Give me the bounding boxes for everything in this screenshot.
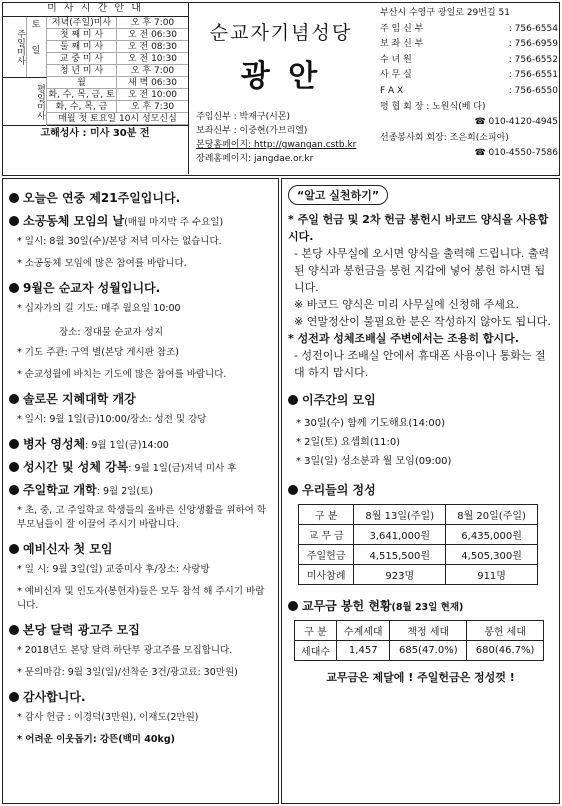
bullet-icon — [288, 601, 298, 611]
contact-row — [380, 68, 558, 84]
parish-logo — [190, 2, 372, 100]
mass-name: 청 년 미 사 — [46, 65, 116, 77]
mass-row — [46, 113, 188, 125]
notice-item: 장소: 정대물 순교자 성지 — [59, 327, 164, 338]
address: 부산시 수영구 광일로 29번길 51 — [380, 8, 510, 18]
sunday-mass-label: 주일미사 — [2, 17, 27, 77]
homepage-link[interactable]: 본당홈페이지: http://gwangan.cstb.kr — [196, 140, 357, 150]
practice-item: * 주일 헌금 및 2차 헌금 봉헌시 바코드 양식을 사용합시다. — [288, 213, 549, 243]
mass-row — [46, 65, 188, 77]
contact-label: 수 녀 원 — [380, 54, 412, 65]
mass-name: 교 중 미 사 — [46, 53, 116, 65]
section-heading: 이주간의 모임 — [288, 391, 553, 408]
bullet-icon — [9, 394, 19, 404]
table-cell: 교 무 금 — [299, 525, 354, 545]
notice-heading: 예비신자 첫 모임 — [9, 540, 272, 557]
contact-value: : 756-6551 — [508, 70, 558, 81]
table-header-cell: 수계세대 — [337, 621, 390, 641]
practice-item: ※ 연말정산이 불필요한 분은 작성하지 않아도 됩니다. — [294, 315, 551, 328]
table-cell: 6,435,000원 — [446, 525, 538, 545]
table-cell: 923명 — [354, 565, 446, 585]
notice-item: * 감사 헌금 : 이경덕(3만원), 이재도(2만원) — [17, 712, 199, 723]
meeting-item: * 3일(일) 성소분과 월 모임(09:00) — [296, 456, 452, 467]
mass-time: 오 전 10:30 — [116, 53, 188, 65]
mass-name: 첫 째 미 사 — [46, 29, 116, 41]
footer-slogan: 교무금은 제달에 ! 주일헌금은 정성껏 ! — [326, 671, 515, 684]
mass-schedule — [2, 2, 189, 174]
notice-heading: 병자 영성체: 9월 1일(금)14:00 — [9, 435, 272, 452]
mass-name: 매월 첫 토요일 10시 성모신심 — [46, 113, 188, 125]
bullet-icon — [288, 395, 298, 405]
notice-heading: 9월은 순교자 성월입니다. — [9, 279, 272, 296]
bullet-icon — [9, 462, 19, 472]
meeting-item: * 2일(토) 요셉회(11:0) — [296, 437, 401, 448]
mass-time: 새 벽 06:30 — [116, 77, 188, 89]
council-line: 평 협 회 장 : 노원식(베 다) — [380, 101, 486, 112]
bullet-icon — [9, 283, 19, 293]
parish-name: 광 안 — [240, 59, 322, 94]
bullet-icon — [9, 544, 19, 554]
mass-name: 둘 째 미 사 — [46, 41, 116, 53]
contact-value: : 756-6959 — [508, 39, 558, 50]
bullet-icon — [9, 485, 19, 495]
mass-time: 오 전 10:00 — [116, 89, 188, 101]
practice-item: * 성전과 성체조배실 주변에서는 조용히 합시다. — [288, 332, 519, 345]
table-row — [299, 525, 538, 545]
mass-name: 화, 수, 목, 금 — [46, 101, 116, 113]
table-header-cell: 8월 13일(주일) — [354, 505, 446, 525]
mass-row — [46, 101, 188, 113]
mass-row — [46, 89, 188, 101]
weekday-mass-label: 평일미사 — [2, 77, 47, 126]
contact-label: 보 좌 신 부 — [380, 39, 424, 50]
bullet-icon — [9, 692, 19, 702]
contact-value: : 756-6550 — [508, 85, 558, 96]
mass-time: 오 전 06:30 — [116, 29, 188, 41]
table-header-cell: 8월 20일(주일) — [446, 505, 538, 525]
council-phone: ☎ 010-4120-4945 — [474, 117, 558, 128]
mass-row — [46, 17, 188, 29]
notice-item: * 문의마감: 9월 3일(일)/선착순 3건/광고료: 30만원) — [17, 667, 238, 678]
notice-item: * 소공동체 모임에 많은 참여를 바랍니다. — [17, 258, 187, 269]
notice-heading: 본당 달력 광고주 모집 — [9, 621, 272, 638]
table-cell: 1,457 — [337, 641, 390, 661]
funeral-head-line: 선종봉사회 회장: 조은희(소피아) — [380, 132, 509, 143]
mass-row — [46, 77, 188, 89]
mass-name: 월 — [46, 77, 116, 89]
practice-item: - 본당 사무실에 오시면 양식을 출력해 드립니다. 출력된 양식과 봉헌금을 봉헌 지갑에 넣어 봉헌 하시면 됩니다. — [294, 247, 550, 294]
notice-item: * 순교성월에 바치는 기도에 많은 참여를 바랍니다. — [17, 369, 227, 380]
mass-time: 오 후 7:00 — [116, 17, 188, 29]
bullet-icon — [9, 216, 19, 226]
notice-item: * 일 시: 9월 3일(일) 교중미사 후/장소: 사랑방 — [17, 564, 210, 575]
table-header-cell: 구 분 — [295, 621, 337, 641]
practice-item: ※ 바코드 양식은 미리 사무실에 신청해 주세요. — [294, 298, 519, 311]
practice-column — [281, 178, 560, 804]
table-cell: 680(46.7%) — [467, 641, 544, 661]
funeral-phone: ☎ 010-4550-7586 — [474, 148, 558, 159]
notice-heading: 성시간 및 성체 강복: 9월 1일(금)저녁 미사 후 — [9, 458, 272, 475]
notice-item: * 기도 주관: 구역 별(본당 게시판 참조) — [17, 347, 179, 358]
table-cell: 4,505,300원 — [446, 545, 538, 565]
table-cell: 4,515,500원 — [354, 545, 446, 565]
mass-row — [46, 53, 188, 65]
contact-row — [380, 53, 558, 69]
bullet-icon — [9, 439, 19, 449]
bullet-icon — [288, 485, 298, 495]
notice-item: * 예비신자 및 인도자(봉헌자)들은 모두 참석 해 주시기 바랍니다. — [17, 586, 265, 611]
mass-name: 화, 수, 목, 금, 토 — [46, 89, 116, 101]
contact-value: : 756-6552 — [508, 54, 558, 65]
notice-item: * 초, 중, 고 주일학교 학생들의 올바른 신앙생활을 위하여 학부모님들이 잘 이끌어 주시기 바랍니다. — [17, 505, 267, 530]
table-cell: 세대수 — [295, 641, 337, 661]
mass-schedule-title: 미 사 시 간 안 내 — [2, 2, 188, 17]
mass-time: 오 전 08:30 — [116, 41, 188, 53]
assistant-line: 보좌신부 : 이중현(가브리엘) — [196, 126, 308, 136]
notice-heading: 솔로몬 지혜대학 개강 — [9, 390, 272, 407]
contact-row — [380, 22, 558, 38]
section-heading: 교무금 봉헌 현황(8월 23일 현재) — [288, 597, 553, 614]
contact-label: 사 무 실 — [380, 70, 412, 81]
table-cell: 미사참례 — [299, 565, 354, 585]
meeting-item: * 30일(수) 함께 기도해요(14:00) — [296, 418, 445, 429]
table-cell: 3,641,000원 — [354, 525, 446, 545]
notice-heading: 소공동체 모임의 날(매월 마지막 주 수요일) — [9, 212, 272, 229]
contact-row — [380, 84, 558, 100]
bullet-icon — [9, 193, 19, 203]
tithe-table — [294, 620, 544, 661]
notices-column — [2, 178, 279, 804]
notice-heading: 감사합니다. — [9, 688, 272, 705]
table-header-cell: 책정 세대 — [390, 621, 467, 641]
confession-note: 고해성사 : 미사 30분 전 — [2, 125, 188, 142]
parish-info — [196, 110, 376, 166]
notice-item: * 일시: 9월 1일(금)10:00/장소: 성전 및 강당 — [17, 414, 207, 425]
table-row — [299, 565, 538, 585]
notice-heading: 주일학교 개학: 9월 2일(토) — [9, 481, 272, 498]
practice-item: - 성전이나 조배실 안에서 휴대폰 사용이나 통화는 절대 하지 맙시다. — [294, 349, 546, 379]
table-cell: 911명 — [446, 565, 538, 585]
contact-label: 주 임 신 부 — [380, 23, 424, 34]
mass-time: 오 후 7:30 — [116, 101, 188, 113]
section-heading: 우리들의 정성 — [288, 481, 553, 498]
bullet-icon — [9, 625, 19, 635]
contact-panel — [380, 6, 558, 162]
contact-label: F A X — [380, 85, 404, 96]
table-cell: 주일헌금 — [299, 545, 354, 565]
offering-table — [298, 504, 538, 585]
parish-subtitle: 순교자기념성당 — [209, 22, 353, 44]
practice-tag: “알고 실천하기” — [288, 185, 388, 205]
notice-item: * 어려운 이웃돕기: 강뜬(백미 40kg) — [17, 734, 175, 745]
funeral-page-line: 장례홈페이지: jangdae.or.kr — [196, 154, 314, 164]
notice-item: * 십자가의 길 기도: 매주 월요일 10:00 — [17, 303, 181, 314]
sat-sun-label: 토 일 — [26, 17, 47, 77]
contact-row — [380, 37, 558, 53]
mass-row — [46, 29, 188, 41]
notice-item: * 2018년도 본당 달력 하단부 광고주를 모집합니다. — [17, 645, 233, 656]
mass-name: 저녁(주일)미사 — [46, 17, 116, 29]
table-row — [299, 545, 538, 565]
table-cell: 685(47.0%) — [390, 641, 467, 661]
mass-row — [46, 41, 188, 53]
contact-value: : 756-6554 — [508, 23, 558, 34]
pastor-line: 주임신부 : 박재구(시몬) — [196, 112, 291, 122]
notice-heading: 오늘은 연중 제21주일입니다. — [9, 189, 272, 206]
notice-item: * 일시: 8월 30일(수)/본당 저녁 미사는 없습니다. — [17, 236, 222, 247]
table-header-cell: 봉헌 세대 — [467, 621, 544, 641]
mass-time: 오 후 7:00 — [116, 65, 188, 77]
table-header-cell: 구 분 — [299, 505, 354, 525]
